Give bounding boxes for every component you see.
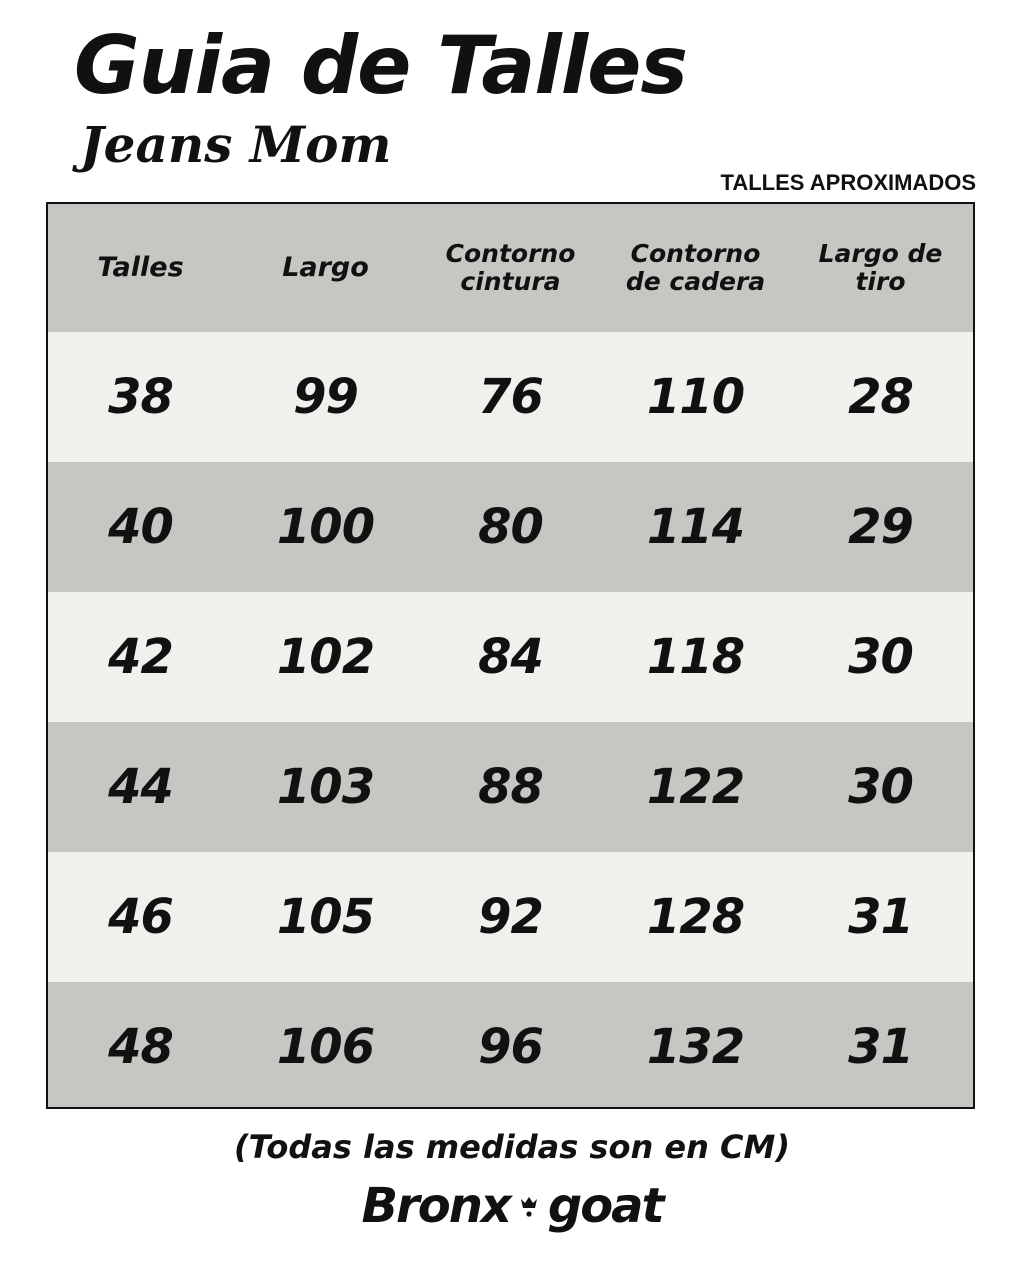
cell-largo: 100 bbox=[276, 499, 375, 555]
table-row bbox=[48, 462, 973, 592]
cell-talle: 40 bbox=[108, 499, 173, 555]
table-row bbox=[48, 852, 973, 982]
cell-talle: 46 bbox=[108, 889, 173, 945]
units-footnote: (Todas las medidas son en CM) bbox=[234, 1128, 790, 1166]
cell-tiro: 30 bbox=[848, 629, 913, 685]
cell-cadera: 122 bbox=[646, 759, 745, 815]
cell-tiro: 28 bbox=[848, 369, 913, 425]
brand-logo bbox=[0, 1178, 1024, 1234]
cell-tiro: 31 bbox=[848, 1019, 913, 1075]
brand-name-right: goat bbox=[547, 1178, 663, 1234]
crown-icon bbox=[520, 1193, 538, 1219]
table-row bbox=[48, 722, 973, 852]
column-header-talles: Talles bbox=[97, 252, 184, 283]
cell-largo: 102 bbox=[276, 629, 375, 685]
cell-cintura: 84 bbox=[478, 629, 543, 685]
cell-cintura: 76 bbox=[478, 369, 543, 425]
cell-cadera: 132 bbox=[646, 1019, 745, 1075]
cell-cadera: 114 bbox=[646, 499, 745, 555]
cell-largo: 99 bbox=[293, 369, 358, 425]
cell-cintura: 80 bbox=[478, 499, 543, 555]
cell-largo: 106 bbox=[276, 1019, 375, 1075]
cell-tiro: 31 bbox=[848, 889, 913, 945]
column-header-contorno-cintura: Contorno cintura bbox=[445, 239, 576, 296]
column-header-largo-tiro: Largo de tiro bbox=[818, 239, 943, 296]
cell-largo: 103 bbox=[276, 759, 375, 815]
cell-talle: 48 bbox=[108, 1019, 173, 1075]
cell-cadera: 110 bbox=[646, 369, 745, 425]
cell-talle: 38 bbox=[108, 369, 173, 425]
column-header-contorno-cadera: Contorno de cadera bbox=[625, 239, 766, 296]
cell-cintura: 88 bbox=[478, 759, 543, 815]
cell-cadera: 118 bbox=[646, 629, 745, 685]
size-table-container bbox=[46, 202, 975, 1109]
table-header-row bbox=[48, 204, 973, 332]
cell-cintura: 92 bbox=[478, 889, 543, 945]
page-title: Guia de Talles bbox=[74, 19, 688, 112]
cell-talle: 42 bbox=[108, 629, 173, 685]
cell-cintura: 96 bbox=[478, 1019, 543, 1075]
approximate-sizes-note: TALLES APROXIMADOS bbox=[720, 170, 976, 195]
cell-largo: 105 bbox=[276, 889, 375, 945]
cell-tiro: 30 bbox=[848, 759, 913, 815]
cell-cadera: 128 bbox=[646, 889, 745, 945]
page-subtitle: Jeans Mom bbox=[80, 115, 392, 174]
cell-talle: 44 bbox=[108, 759, 173, 815]
column-header-largo: Largo bbox=[282, 252, 369, 283]
size-table bbox=[48, 204, 973, 1109]
table-row bbox=[48, 982, 973, 1109]
table-row bbox=[48, 332, 973, 462]
cell-tiro: 29 bbox=[848, 499, 913, 555]
table-row bbox=[48, 592, 973, 722]
brand-name-left: Bronx bbox=[361, 1178, 510, 1234]
